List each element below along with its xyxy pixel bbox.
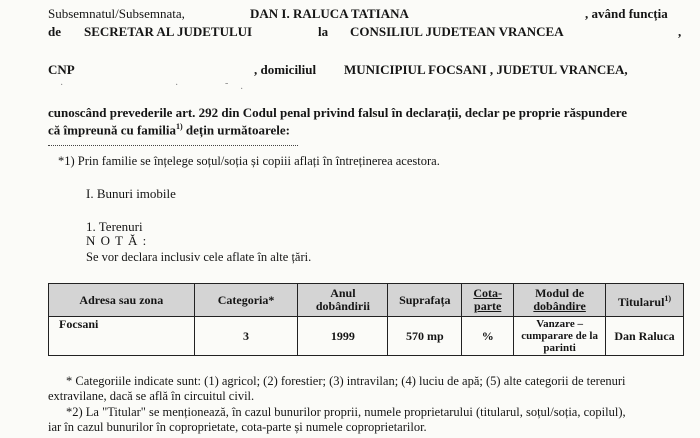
note-categories-l1: * Categoriile indicate sunt: (1) agricol; (2) forestier; (3) intravilan; (4) luciu de apă; (5) alte categorii de terenuri <box>66 374 626 388</box>
declarant-label <box>48 6 185 22</box>
land-table <box>48 283 684 356</box>
note-categories-l2: extravilane, dacă se află în circuitul civil. <box>48 389 255 403</box>
note-titular-l2: iar în cazul bunurilor în coproprietate, cota-parte și numele coproprietarilor. <box>48 420 427 434</box>
subsemnatul-label: Subsemnatul/Subsemnata, <box>48 6 185 21</box>
header-modul-l2: dobândire <box>533 299 586 313</box>
footnote-ref-1: 1) <box>175 122 183 131</box>
la-label: la <box>318 24 329 39</box>
redaction-mark: · <box>240 84 244 95</box>
cell-cota: % <box>462 317 514 356</box>
header-titular <box>606 284 684 317</box>
cell-modul-l1: Vanzare – <box>536 318 583 330</box>
function-label: , având funcția <box>585 6 668 21</box>
declaration-line-2 <box>48 122 290 138</box>
note-titular-l1: *2) La "Titular" se menționează, în cazul bunurilor proprii, numele proprietarului (titularul, soțul/soția, copilul), <box>66 405 626 419</box>
domicile-value: MUNICIPIUL FOCSANI , JUDETUL VRANCEA, <box>344 62 628 77</box>
function-value: SECRETAR AL JUDETULUI <box>84 24 253 39</box>
header-anul-l1: Anul <box>330 286 356 300</box>
declaration-family: că împreună cu familia <box>48 122 176 138</box>
cell-titular: Dan Raluca <box>606 317 684 356</box>
line2-comma: , <box>678 24 682 39</box>
cell-adresa: Focsani <box>49 317 195 356</box>
header-titular-sup: 1) <box>664 293 672 303</box>
cell-categoria: 3 <box>194 317 298 356</box>
section-title: I. Bunuri imobile <box>86 186 176 201</box>
nota-text: Se vor declara inclusiv cele aflate în alte țări. <box>86 250 312 264</box>
cnp-label: CNP <box>48 62 75 77</box>
cell-suprafata: 570 mp <box>388 317 462 356</box>
header-modul <box>514 284 606 317</box>
header-anul <box>298 284 388 317</box>
declaration-line-1: cunoscând prevederile art. 292 din Codul penal privind falsul în declarații, declar pe proprie răspundere <box>48 105 628 120</box>
institution-value: CONSILIUL JUDETEAN VRANCEA <box>350 24 564 39</box>
header-categoria: Categoria* <box>194 284 298 317</box>
header-anul-l2: dobândirii <box>315 299 370 313</box>
header-suprafata: Suprafața <box>388 284 462 317</box>
header-cota-l2: parte <box>474 299 502 313</box>
header-modul-l1: Modul de <box>535 286 585 300</box>
cell-anul: 1999 <box>298 317 388 356</box>
dotted-separator <box>48 145 298 146</box>
cell-modul-l3: parinti <box>543 342 576 354</box>
header-cota-l1: Cota- <box>473 286 503 300</box>
cell-modul-l2: cumparare de la <box>521 330 598 342</box>
subsection-title: 1. Terenuri <box>86 219 143 234</box>
footnote-family: *1) Prin familie se înțelege soțul/soția și copiii aflați în întreținerea acestora. <box>58 154 440 168</box>
declaration-end: dețin următoarele: <box>182 122 290 138</box>
header-titular-text: Titularul <box>617 294 665 309</box>
de-label: de <box>48 24 61 39</box>
header-cota <box>462 284 514 317</box>
nota-label: N O T Ă : <box>86 233 148 248</box>
domicile-label: , domiciliul <box>254 62 317 77</box>
cell-modul <box>514 317 606 356</box>
redaction-mark: · <box>60 80 64 91</box>
table-row <box>49 317 684 356</box>
declarant-name: DAN I. RALUCA TATIANA <box>250 6 409 21</box>
table-header-row <box>49 284 684 317</box>
header-adresa: Adresa sau zona <box>49 284 195 317</box>
redaction-mark: · <box>175 80 179 91</box>
redaction-mark: - <box>225 78 229 89</box>
